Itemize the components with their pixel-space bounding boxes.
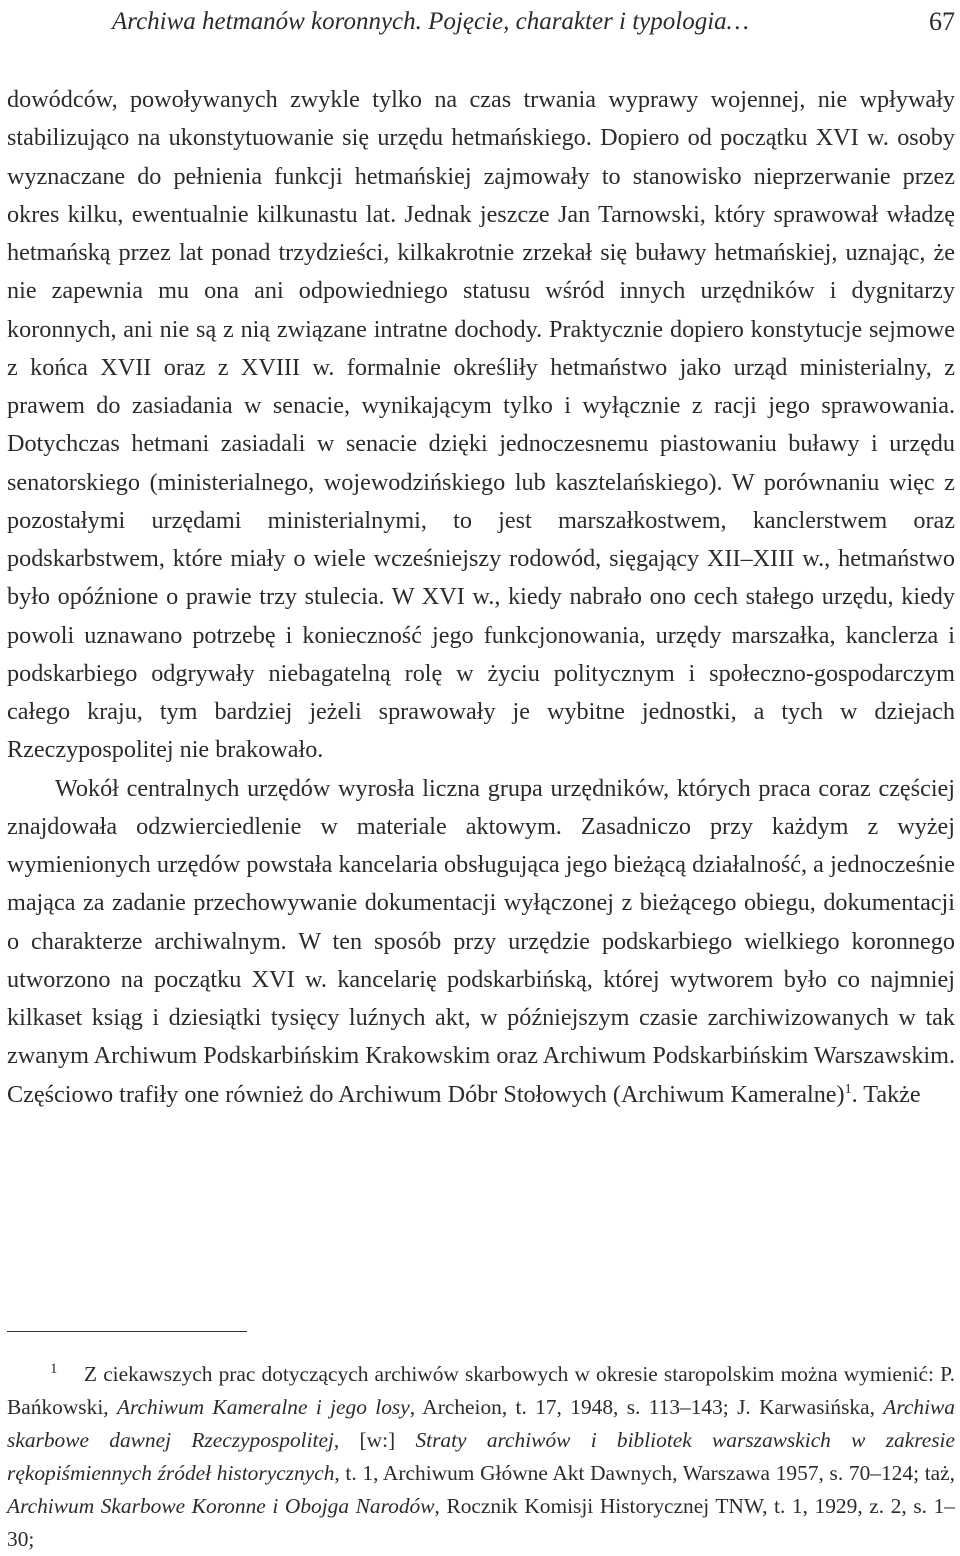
paragraph-2-tail: . Także <box>851 1080 921 1108</box>
footnote-1: 1 Z ciekawszych prac dotyczących archiwów skarbowych w okresie staropolskim można wymienić: P. Bańkowski, Archiwum Kameralne i jego losy, Archeion, t. 17, 1948, s. 113–143; J. Karwasińska, Archiwa skarbowe dawnej Rzeczypospolitej, [w:] Straty archiwów i bibliotek warszawskich w zakresie rękopiśmiennych źródeł historycznych, t. 1, Archiwum Główne Akt Dawnych, Warszawa 1957, s. 70–124; taż, Archiwum Skarbowe Koronne i Obojga Narodów, Rocznik Komisji Historycznej TNW, t. 1, 1929, z. 2, s. 1–30; <box>7 1361 955 1551</box>
paragraph-1 <box>7 81 955 770</box>
footnote-reference[interactable]: 1 <box>844 1081 852 1097</box>
page-number: 67 <box>929 7 955 36</box>
footnote-text-5: , Rocznik Komisji Historycznej TNW, t. 1, 1929, z. 2, s. 1–30; <box>7 1494 955 1551</box>
footnote-text-4: , t. 1, Archiwum Główne Akt Dawnych, Warszawa 1957, s. 70–124; taż, <box>334 1461 955 1485</box>
running-header <box>112 2 955 42</box>
footnote-text-2: , Archeion, t. 17, 1948, s. 113–143; J. Karwasińska, <box>409 1395 884 1419</box>
paragraph-1-text: dowódców, powoływanych zwykle tylko na czas trwania wyprawy wojennej, nie wpływały stabilizująco na ukonstytuowanie się urzędu hetmańskiego. Dopiero od początku XVI w. osoby wyznaczane do pełnienia funkcji hetmańskiej zajmowały to stanowisko nieprzerwanie przez okres kilku, ewentualnie kilkunastu lat. Jednak jeszcze Jan Tarnowski, który sprawował władzę hetmańską przez lat ponad trzydzieści, kilkakrotnie zrzekał się buławy hetmańskiej, uznając, że nie zapewnia mu ona ani odpowiedniego statusu wśród innych urzędników i dygnitarzy koronnych, ani nie są z nią związane intratne dochody. Praktycznie dopiero konstytucje sejmowe z końca XVII oraz z XVIII w. formalnie określiły hetmaństwo jako urząd ministerialny, z prawem do zasiadania w senacie, wynikającym tylko i wyłącznie z racji jego sprawowania. Dotychczas hetmani zasiadali w senacie dzięki jednoczesnemu piastowaniu buławy i urzędu senatorskiego (ministerialnego, wojewodzińskiego lub kasztelańskiego). W porównaniu więc z pozostałymi urzędami ministerialnymi, to jest marszałkostwem, kanclerstwem oraz podskarbstwem, które miały o wiele wcześniejszy rodowód, sięgający XII–XIII w., hetmaństwo było opóźnione o prawie trzy stulecia. W XVI w., kiedy nabrało ono cech stałego urzędu, kiedy powoli uznawano potrzebę i konieczność jego funkcjonowania, urzędy marszałka, kanclerza i podskarbiego odgrywały niebagatelną rolę w życiu politycznym i społeczno-gospodarczym całego kraju, tym bardziej jeżeli sprawowały je wybitne jednostki, a tych w dziejach Rzeczypospolitej nie brakowało. <box>7 86 955 764</box>
paragraph-2-text: Wokół centralnych urzędów wyrosła liczna grupa urzędników, których praca coraz częściej znajdowała odzwierciedlenie w materiale aktowym. Zasadniczo przy każdym z wyżej wymienionych urzędów powstała kancelaria obsługująca jego bieżącą działalność, a jednocześnie mająca za zadanie przechowywanie dokumentacji wyłączonej z bieżącego obiegu, dokumentacji o charakterze archiwalnym. W ten sposób przy urzędzie podskarbiego wielkiego koronnego utworzono na początku XVI w. kancelarię podskarbińską, której wytworem było co najmniej kilkaset ksiąg i dziesiątki tysięcy luźnych akt, w późniejszym czasie zarchiwizowanych w tak zwanym Archiwum Podskarbińskim Krakowskim oraz Archiwum Podskarbińskim Warszawskim. Częściowo trafiły one również do Archiwum Dóbr Stołowych (Archiwum Kameralne) <box>7 774 955 1108</box>
running-title: Archiwa hetmanów koronnych. Pojęcie, charakter i typologia… <box>112 8 749 35</box>
footnote-title-3: Straty archiwów i bibliotek warszawskich w zakresie rękopiśmiennych źródeł historycznych <box>7 1428 955 1485</box>
footnote-separator <box>7 1331 247 1332</box>
footnote-title-1: Archiwum Kameralne i jego losy <box>116 1395 410 1419</box>
paragraph-2 <box>7 770 955 1114</box>
footnote-text-1: Z ciekawszych prac dotyczących archiwów skarbowych w okresie staropolskim można wymienić: P. Bańkowski, <box>7 1362 955 1419</box>
footnote-text-3: , [w:] <box>333 1428 416 1452</box>
footnote-title-2: Archiwa skarbowe dawnej Rzeczypospolitej <box>7 1395 955 1452</box>
footnote-title-4: Archiwum Skarbowe Koronne i Obojga Narodów <box>7 1494 435 1518</box>
main-text <box>7 81 955 1114</box>
